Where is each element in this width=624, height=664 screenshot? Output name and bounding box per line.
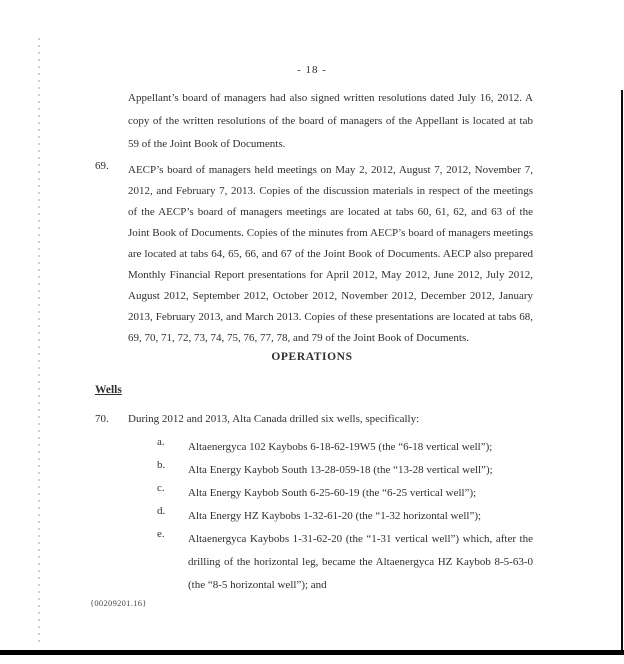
well-item-e-text: Altaenergyca Kaybobs 1-31-62-20 (the “1-31 vertical well”) which, after the drilling of the horizontal leg, became the Altaenergyca HZ Kaybob 8-5-63-0 (the “8-5 horizontal well”); and <box>188 533 533 591</box>
well-item-c-letter: c. <box>157 482 165 494</box>
paragraph-70-intro: During 2012 and 2013, Alta Canada drilled six wells, specifically: <box>128 413 420 425</box>
scan-binding-marks <box>38 38 40 642</box>
document-control-number: {00209201.16} <box>90 598 147 608</box>
well-item-d-text: Alta Energy HZ Kaybobs 1-32-61-20 (the “1-32 horizontal well”); <box>188 510 482 522</box>
well-item-e-letter: e. <box>157 528 165 540</box>
scan-edge-bottom-bar <box>0 650 624 655</box>
well-item-d-letter: d. <box>157 505 166 517</box>
paragraph-68-continuation: Appellant’s board of managers had also signed written resolutions dated July 16, 2012. A copy of the written resolutions of the board of managers of the Appellant is located at tab 59 of the Joint Book of Documents. <box>128 92 533 150</box>
subsection-heading-wells: Wells <box>95 384 122 396</box>
paragraph-69-text: AECP’s board of managers held meetings on May 2, 2012, August 7, 2012, November 7, 2012, and February 7, 2013. Copies of the discussion materials in respect of the meetings of the AECP’s board of managers meetings are located at tabs 60, 61, 62, and 63 of the Joint Book of Documents. Copies of the minutes from AECP’s board of managers meetings are located at tabs 64, 65, 66, and 67 of the Joint Book of Documents. AECP also prepared Monthly Financial Report presentations for April 2012, May 2012, June 2012, July 2012, August 2012, September 2012, October 2012, November 2012, December 2012, January 2013, February 2013, and March 2013. Copies of these presentations are located at tabs 68, 69, 70, 71, 72, 73, 74, 75, 76, 77, 78, and 79 of the Joint Book of Documents. <box>128 164 533 344</box>
scan-edge-right-line <box>621 90 623 652</box>
well-item-c-text: Alta Energy Kaybob South 6-25-60-19 (the “6-25 vertical well”); <box>188 487 477 499</box>
paragraph-69-number: 69. <box>95 160 109 172</box>
section-heading-operations: OPERATIONS <box>271 351 353 363</box>
well-item-a-letter: a. <box>157 436 165 448</box>
page-number: - 18 - <box>297 64 327 76</box>
well-item-b-letter: b. <box>157 459 166 471</box>
well-item-a-text: Altaenergyca 102 Kaybobs 6-18-62-19W5 (the “6-18 vertical well”); <box>188 441 493 453</box>
paragraph-70-number: 70. <box>95 413 109 425</box>
well-item-b-text: Alta Energy Kaybob South 13-28-059-18 (the “13-28 vertical well”); <box>188 464 493 476</box>
